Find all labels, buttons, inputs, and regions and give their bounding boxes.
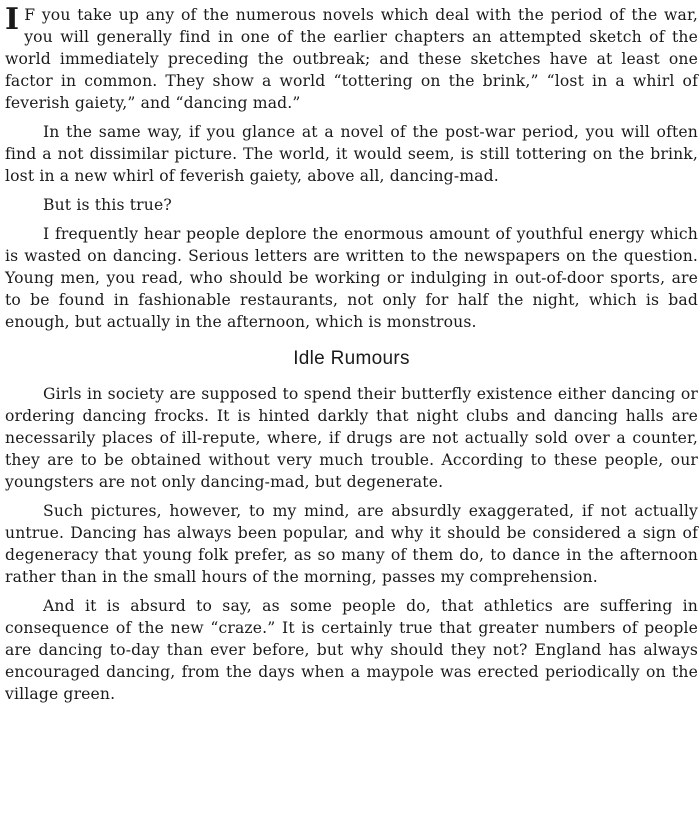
intro-text: F you take up any of the numerous novels which deal with the period of the war, you will generally find in one of the earlier chapters an attempted sketch of the world immediately preceding the outbreak; and these sketches have at least one factor in common. They show a world “tottering on the brink,” “lost in a whirl of feverish gaiety,” and “dancing mad.” xyxy=(5,6,698,112)
paragraph-question: But is this true? xyxy=(43,196,172,214)
section-heading: Idle Rumours xyxy=(293,348,410,369)
paragraph-post-war-novels: In the same way, if you glance at a novel of the post-war period, you will often find a not dissimilar picture. The world, it would seem, is still tottering on the brink, lost in a new whirl of feverish gaiety, above all, dancing-mad. xyxy=(5,123,698,185)
drop-cap: I xyxy=(5,2,20,37)
intro-paragraph xyxy=(5,4,698,114)
paragraph-athletics: And it is absurd to say, as some people do, that athletics are suffering in consequence of the new “craze.” It is certainly true that greater numbers of people are dancing to-day than ever before, but why should they not? England has always encouraged dancing, from the days when a maypole was erected periodically on the village green. xyxy=(5,597,698,703)
paragraph-exaggerated-pictures: Such pictures, however, to my mind, are absurdly exaggerated, if not actually untrue. Dancing has always been popular, and why it should be considered a sign of degeneracy that young folk prefer, as so many of them do, to dance in the afternoon rather than in the small hours of the morning, passes my comprehension. xyxy=(5,502,698,586)
paragraph-youthful-energy: I frequently hear people deplore the enormous amount of youthful energy which is wasted on dancing. Serious letters are written to the newspapers on the question. Young men, you read, who should be working or indulging in out-of-door sports, are to be found in fashionable restaurants, not only for half the night, which is bad enough, but actually in the afternoon, which is monstrous. xyxy=(5,225,698,331)
paragraph-girls-in-society: Girls in society are supposed to spend their butterfly existence either dancing or ordering dancing frocks. It is hinted darkly that night clubs and dancing halls are necessarily places of ill-repute, where, if drugs are not actually sold over a counter, they are to be obtained without very much trouble. According to these people, our youngsters are not only dancing-mad, but degenerate. xyxy=(5,385,698,491)
